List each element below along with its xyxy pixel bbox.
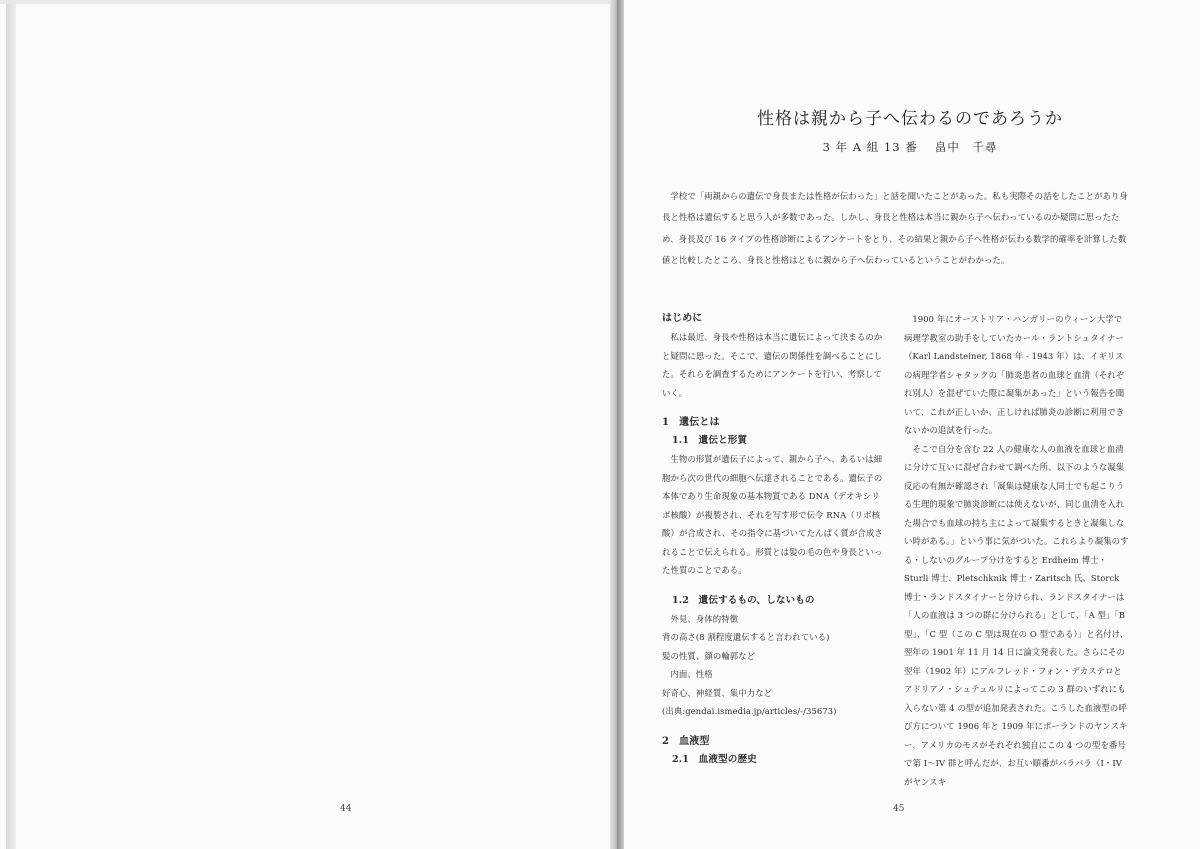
right-page-number: 45 <box>893 804 905 814</box>
right-column <box>904 310 1130 791</box>
section-2-heading: 2 血液型 <box>662 735 710 747</box>
list-line: 内面、性格 <box>670 669 713 679</box>
list-line: 好奇心、神経質、集中力など <box>662 687 773 698</box>
section-1-1-heading: 1.1 遺伝と形質 <box>672 435 748 446</box>
list-line: 背の高さ(8 割程度遺伝すると言われている) <box>662 632 830 642</box>
left-column <box>662 310 884 769</box>
list-line: 髪の性質、顔の輪郭など <box>662 650 756 661</box>
left-page-edge <box>6 0 16 849</box>
abstract: 学校で「両親からの遺伝で身長または性格が伝わった」と話を聞いたことがあった。私も実際その話をしたことがあり身長と性格は遺伝すると思う人が多数であった。しかし、身長と性格は本当に親から子へ伝わっているのか疑問に思ったため、身長及び 16 タイプの性格診断によるアンケートをとり、その結果と親から子へ性格が伝わる数学的確率を計算した数値と比較したところ、身長と性格はともに親から子へ伝わっているということがわかった。 <box>662 191 1128 266</box>
section-1-heading: 1 遺伝とは <box>662 417 720 428</box>
section-1-2-heading: 1.2 遺伝するもの、しないもの <box>672 594 815 606</box>
left-page-number: 44 <box>340 804 352 814</box>
history-paragraph-2: そこで自分を含む 22 人の健康な人の血液を血球と血清に分けて互いに混ぜ合わせて調べた所、以下のような凝集反応の有無が確認され「凝集は健康な人同士でも起こりうる生理的現象で肺炎診断には使えないが、同じ血清を入れた場合でも血球の持ち主によって凝集するときと凝集しない時がある。」という事に気がついた。これらより凝集のする・しないのグループ分けをすると Erdheim 博士・Sturli 博士、Pletschknik 博士・Zaritsch 氏、Storck 博士・ランドスタイナーと分けられ、ランドスタイナーは「人の血液は 3 つの群に分けられる」として、「A 型」「B 型」、「C 型（この C 型は現在の O 型である）」と名付け、翌年の 1901 年 11 月 14 日に論文発表した。さらにその翌年（1902 年）にアルフレッド・フォン・デカステロとアドリアノ・シュテュルリによってこの 3 群のいずれにも入らない第 4 の型が追加発表された。こうした血液型の呼び方について 1906 年と 1909 年にポーランドのヤンスキー、アメリカのモスがそれぞれ独自にこの 4 つの型を番号で第 I～IV 群と呼んだが、お互い順番がバラバラ（I・IV がヤンスキ <box>904 443 1129 787</box>
intro-text: 私は最近、身長や性格は本当に遺伝によって決まるのかと疑問に思った。そこで、遺伝の関係性を調べることにした。それらを調査するためにアンケートを行い、考察していく。 <box>662 332 883 398</box>
source-citation: (出典:gendai.ismedia.jp/articles/-/35673) <box>662 706 837 716</box>
section-1-1-text: 生物の形質が遺伝子によって、親から子へ、あるいは細胞から次の世代の細胞へ伝達されることである。遺伝子の本体であり生命現象の基本物質である DNA（デオキシリボ核酸）が複製され、それを写す形で伝令 RNA（リボ核酸）が合成され、その指令に基づいてたんぱく質が合成されることで伝えられる。形質とは髪の毛の色や身長といった性質のことである。 <box>662 454 883 575</box>
section-2-1-heading: 2.1 血液型の歴史 <box>672 753 757 765</box>
intro-heading: はじめに <box>662 313 703 324</box>
history-paragraph-1: 1900 年にオーストリア・ハンガリーのウィーン大学で病理学教室の助手をしていたカール・ラントシュタイナー（Karl Landsteiner, 1868 年 - 1943 年）は、イギリスの病理学者シャタックの「肺炎患者の血球と血清（それぞれ別人）を混ぜていた際に凝集があった」という報告を聞いて、これが正しいか、正しければ肺炎の診断に利用できないかの追試を行った。 <box>904 314 1125 435</box>
list-line: 外見、身体的特徴 <box>670 613 739 624</box>
article-title: 性格は親から子へ伝わるのであろうか <box>757 109 1063 129</box>
author-line: 3 年 A 組 13 番 畠中 千尋 <box>822 140 998 154</box>
